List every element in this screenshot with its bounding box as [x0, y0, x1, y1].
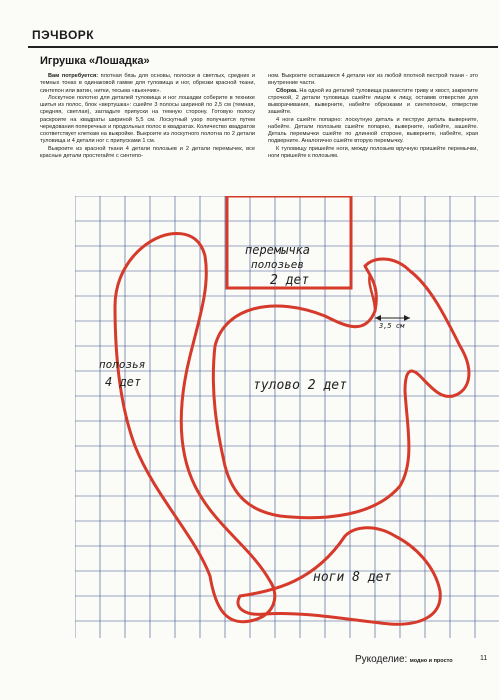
runners-label-line1: полозья	[99, 358, 146, 371]
header-rule	[28, 46, 498, 48]
section-heading: ПЭЧВОРК	[32, 28, 95, 42]
crossbar-label-line2: полозьев	[251, 258, 304, 271]
crossbar-label-line1: перемычка	[245, 243, 311, 257]
runner-pattern-outline	[115, 234, 275, 622]
crossbar-label-line3: 2 дет	[270, 273, 310, 288]
paragraph: Сборка. На одной из деталей туловища разместите гриву и хвост, закрепите строчкой, 2 детали туловища сшейте лицом к лицу, оставив отверстие для выворачивания, выверните, набейте обрезками и синтепоном, отверстие зашейте.	[268, 87, 478, 116]
footer-brand: Рукоделие: модно и просто	[355, 654, 453, 665]
dimension-label: 3,5 см	[379, 322, 405, 330]
paragraph: Лоскутное полотно для деталей туловища и ног лошадки соберите в технике шитья из полос, блок «вертушка»: сшейте 3 полосы шириной по 2,5 см (темная, средняя, светлая), загладьте припуски на темную сторону. Готовую полосу раскроите на квадраты шириной 5,5 см. Лоскутный узор получается путем чередования поперечных и продольных полос в квадратах. Количество квадратов соответствует клеткам на выкройке. Выкроите из лоскутного полотна по 2 детали туловища и 4 детали ног с припусками 1 см.	[40, 94, 255, 145]
text-column-left	[40, 73, 255, 160]
page-number: 11	[480, 655, 488, 662]
paragraph: 4 ноги сшейте попарно: лоскутную деталь и пеструю деталь выверните, набейте. Детали полозьев сшейте попарно, выверните, набейте, зашейте. Деталь перемычки сшейте по длинной стороне, выверните, набейте, края подверните. Аналогично сшейте вторую перемычку.	[268, 116, 478, 145]
dimension-arrow-right	[404, 315, 410, 321]
text-column-right	[268, 73, 478, 160]
runners-label-line2: 4 дет	[105, 375, 142, 389]
paragraph: Вам потребуется: плотная бязь для основы, полоски в светлых, средних и темных тонах в одинаковой гамме для туловища и ног, обрезки красной ткани, синтепон или ватин, нитки, тесьма «вьюнчик».	[40, 73, 255, 94]
dimension-arrow-left	[375, 315, 381, 321]
paragraph: ном. Выкроите оставшиеся 4 детали ног из любой плотной пестрой ткани - это внутренние части.	[268, 73, 478, 87]
legs-label: ноги 8 дет	[313, 570, 392, 585]
article-title: Игрушка «Лошадка»	[40, 55, 150, 67]
body-label: тулово 2 дет	[253, 378, 347, 393]
pattern-diagram	[75, 196, 499, 638]
paragraph: Выкроите из красной ткани 4 детали полозьев и 2 детали перемычек, все красные детали простегайте с синтепо-	[40, 145, 255, 159]
paragraph: К туловищу пришейте ноги, между полозьев вручную пришейте перемычки, ноги пришейте к полозьям.	[268, 145, 478, 159]
